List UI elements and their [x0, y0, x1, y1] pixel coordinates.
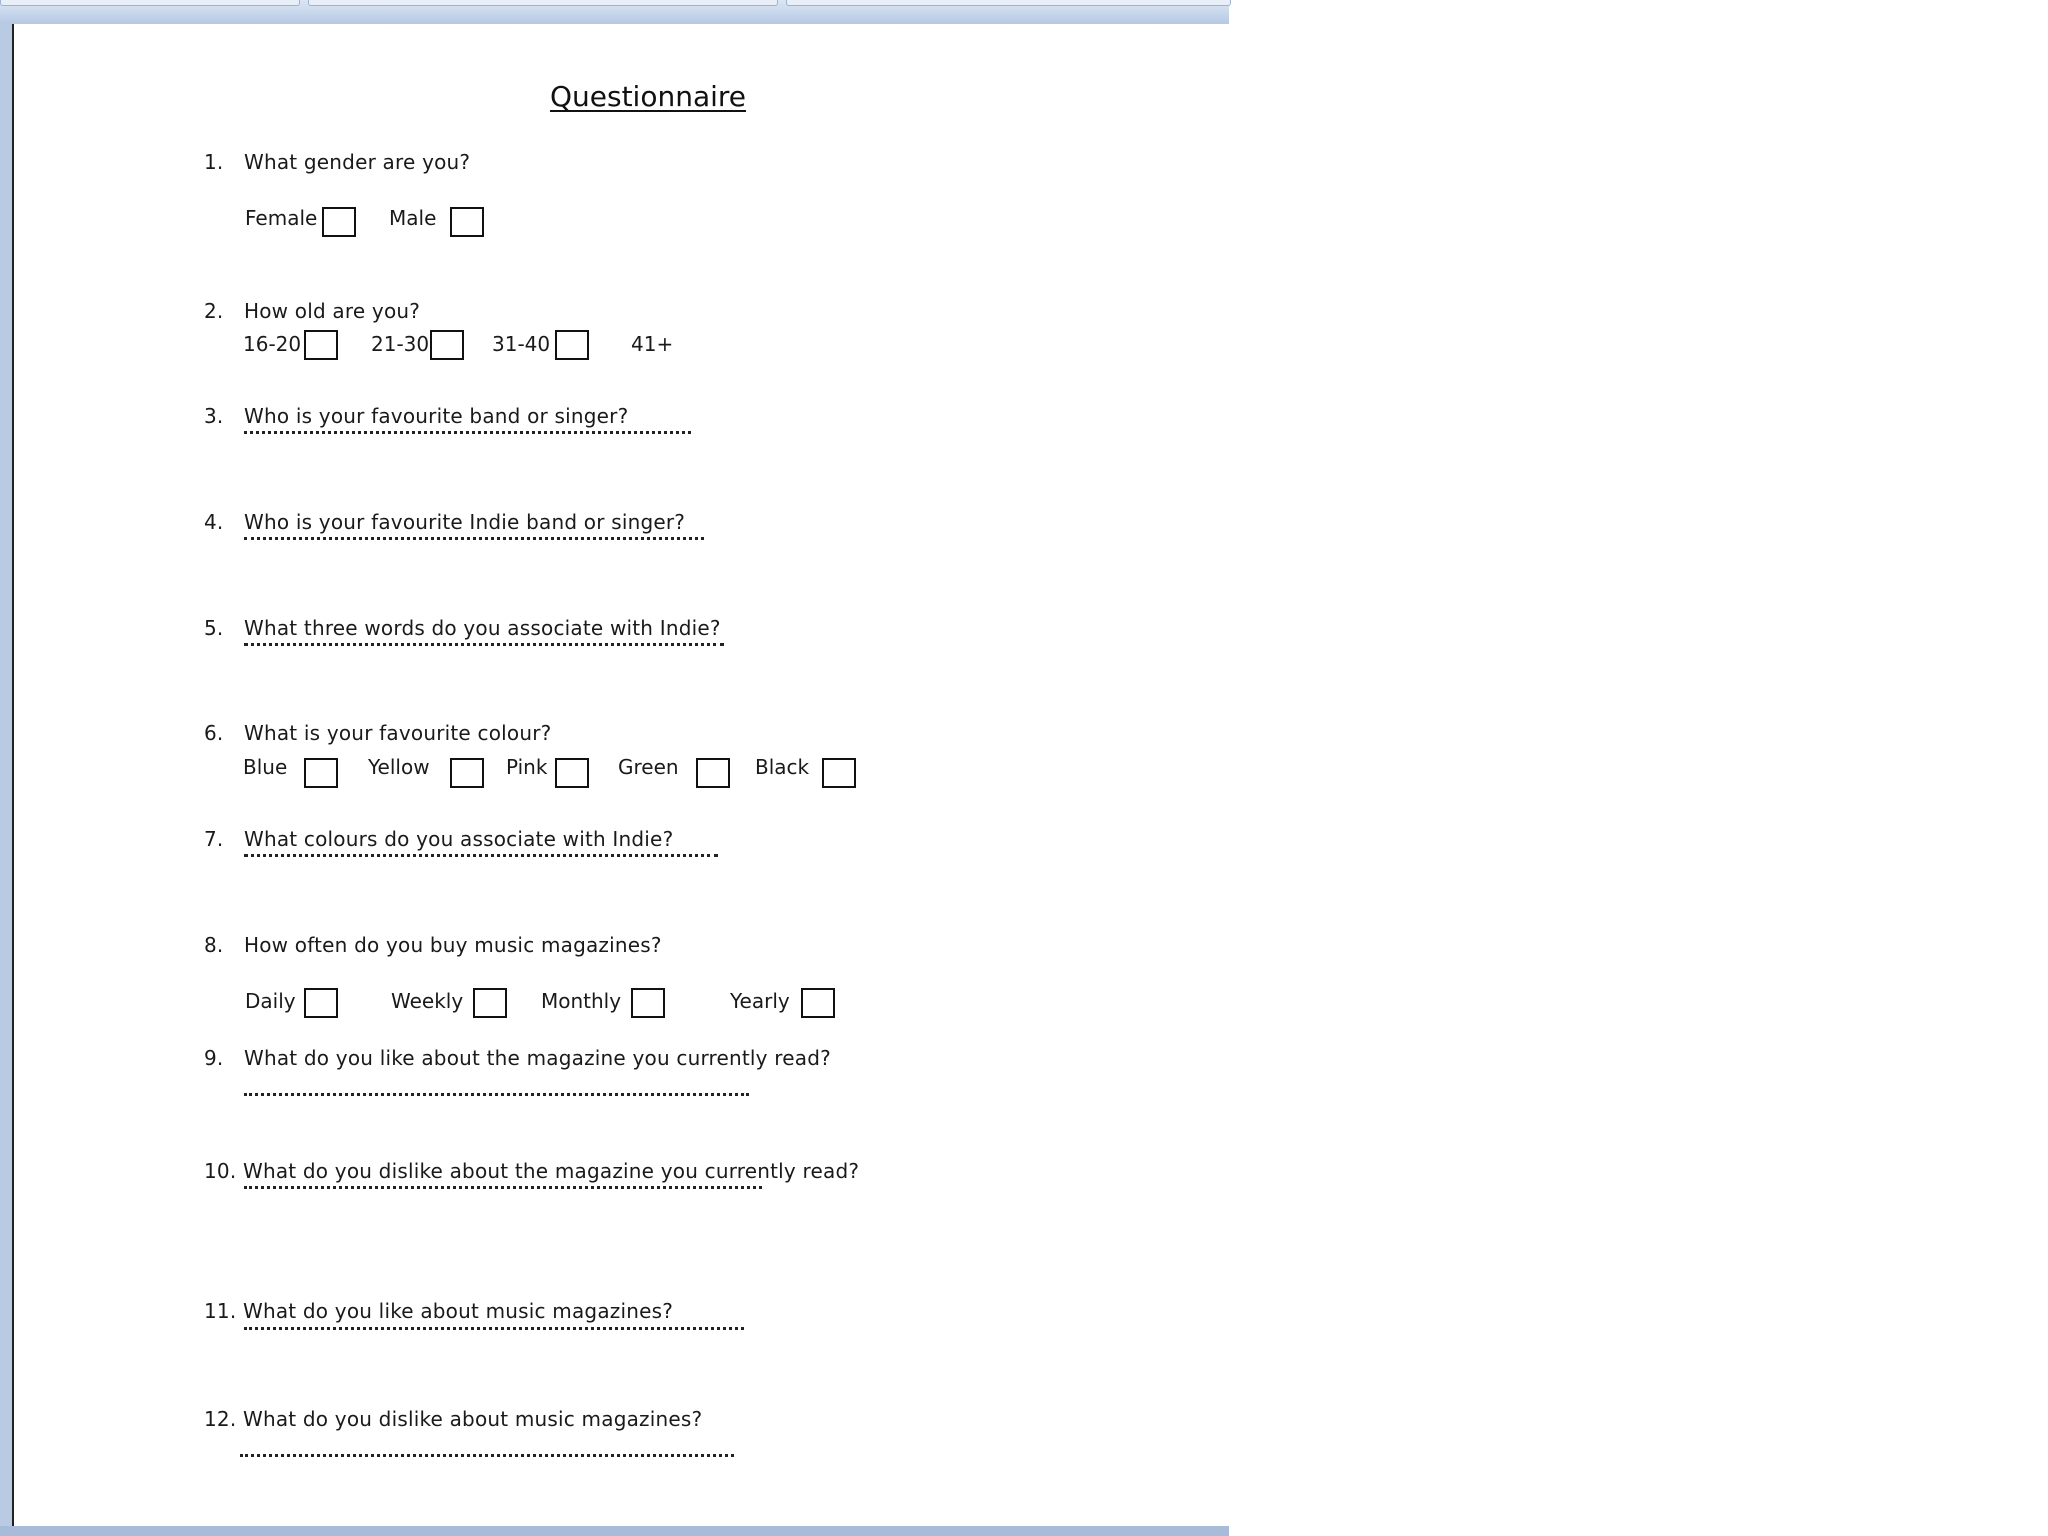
window-bottom-bar — [0, 1526, 1229, 1536]
question-text: What colours do you associate with Indie? — [244, 827, 674, 851]
answer-line[interactable] — [244, 431, 691, 434]
option-label: 41+ — [631, 332, 674, 356]
answer-line[interactable] — [240, 1454, 734, 1457]
page-title: Questionnaire — [549, 80, 747, 113]
checkbox-black[interactable] — [822, 758, 856, 788]
checkbox-weekly[interactable] — [473, 988, 507, 1018]
question-number: 10. — [204, 1159, 237, 1183]
option-label: Female — [245, 206, 318, 230]
question-number: 3. — [204, 404, 224, 428]
question-12 — [204, 1407, 702, 1431]
ribbon-tab-segment — [0, 0, 300, 6]
checkbox-blue[interactable] — [304, 758, 338, 788]
question-7 — [204, 827, 673, 851]
answer-line[interactable] — [244, 1093, 749, 1096]
option-label: Yearly — [730, 989, 790, 1013]
question-text: What do you dislike about music magazines? — [242, 1407, 703, 1431]
option-label: Green — [618, 755, 679, 779]
document-page — [12, 24, 1231, 1526]
checkbox-31-40[interactable] — [555, 330, 589, 360]
checkbox-yellow[interactable] — [450, 758, 484, 788]
question-11 — [204, 1299, 673, 1323]
question-text: How old are you? — [244, 299, 421, 323]
question-3 — [204, 404, 628, 428]
option-label: Blue — [243, 755, 288, 779]
checkbox-16-20[interactable] — [304, 330, 338, 360]
checkbox-21-30[interactable] — [430, 330, 464, 360]
question-text: What three words do you associate with Indie? — [244, 616, 721, 640]
option-label: Male — [389, 206, 437, 230]
option-label: 31-40 — [492, 332, 551, 356]
question-2 — [204, 299, 420, 323]
option-label: Weekly — [391, 989, 464, 1013]
answer-line[interactable] — [244, 1327, 744, 1330]
question-number: 1. — [204, 150, 224, 174]
checkbox-pink[interactable] — [555, 758, 589, 788]
checkbox-male[interactable] — [450, 207, 484, 237]
question-number: 11. — [204, 1299, 237, 1323]
option-label: 16-20 — [243, 332, 302, 356]
option-label: Yellow — [368, 755, 430, 779]
question-text: What do you like about the magazine you currently read? — [244, 1046, 831, 1070]
question-5 — [204, 616, 721, 640]
question-text: Who is your favourite band or singer? — [244, 404, 629, 428]
question-number: 4. — [204, 510, 224, 534]
answer-line[interactable] — [244, 854, 718, 857]
checkbox-yearly[interactable] — [801, 988, 835, 1018]
question-4 — [204, 510, 685, 534]
question-number: 2. — [204, 299, 224, 323]
question-10 — [204, 1159, 859, 1183]
question-text: What do you like about music magazines? — [242, 1299, 674, 1323]
window-top-bar — [0, 0, 1229, 24]
question-text: How often do you buy music magazines? — [244, 933, 662, 957]
question-number: 12. — [204, 1407, 237, 1431]
question-1 — [204, 150, 470, 174]
question-number: 7. — [204, 827, 224, 851]
answer-line[interactable] — [244, 643, 724, 646]
question-text: Who is your favourite Indie band or singer? — [244, 510, 686, 534]
option-label: Pink — [506, 755, 548, 779]
option-label: Monthly — [541, 989, 622, 1013]
question-text: What is your favourite colour? — [244, 721, 552, 745]
option-label: Black — [755, 755, 810, 779]
checkbox-female[interactable] — [322, 207, 356, 237]
option-label: Daily — [245, 989, 296, 1013]
question-6 — [204, 721, 551, 745]
checkbox-monthly[interactable] — [631, 988, 665, 1018]
checkbox-green[interactable] — [696, 758, 730, 788]
question-text: What gender are you? — [244, 150, 471, 174]
answer-line[interactable] — [244, 1186, 762, 1189]
answer-line[interactable] — [244, 537, 704, 540]
question-text: What do you dislike about the magazine you currently read? — [242, 1159, 860, 1183]
question-8 — [204, 933, 662, 957]
question-number: 8. — [204, 933, 224, 957]
checkbox-daily[interactable] — [304, 988, 338, 1018]
question-number: 6. — [204, 721, 224, 745]
ribbon-tab-segment — [308, 0, 778, 6]
question-9 — [204, 1046, 831, 1070]
question-number: 9. — [204, 1046, 224, 1070]
option-label: 21-30 — [371, 332, 430, 356]
ribbon-tab-segment — [786, 0, 1231, 6]
question-number: 5. — [204, 616, 224, 640]
